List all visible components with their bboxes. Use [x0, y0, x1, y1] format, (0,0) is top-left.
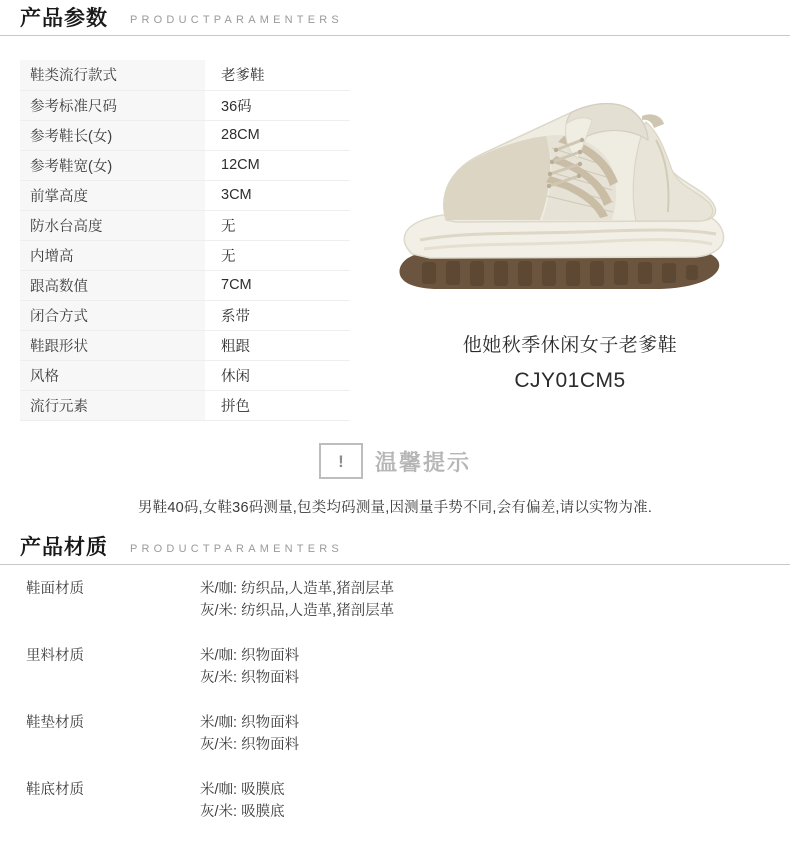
spec-table [20, 60, 350, 421]
spec-value: 36码 [205, 90, 350, 120]
product-image [360, 62, 780, 312]
spec-value: 老爹鞋 [205, 60, 350, 90]
tips-band [20, 440, 770, 525]
material-value: 灰/米: 纺织品,人造革,猪剖层革 [200, 603, 395, 620]
dad-sneaker-illustration [360, 62, 780, 312]
table-row [20, 210, 350, 240]
table-row [20, 60, 350, 90]
material-values [200, 779, 770, 824]
list-item [20, 645, 770, 690]
material-values [200, 712, 770, 757]
spec-value: 12CM [205, 150, 350, 180]
material-key: 里料材质 [26, 647, 84, 664]
section-header-parameters [0, 8, 790, 36]
section-title-material: 产品材质 [20, 536, 108, 559]
section-subtitle-parameters: PRODUCTPARAMENTERS [130, 13, 343, 26]
list-item [20, 779, 770, 824]
table-row [20, 90, 350, 120]
material-value: 米/咖: 织物面料 [200, 647, 300, 664]
product-showcase [360, 62, 780, 393]
spec-key: 流行元素 [20, 390, 205, 420]
spec-value: 3CM [205, 180, 350, 210]
spec-key: 内增高 [20, 240, 205, 270]
table-row [20, 270, 350, 300]
exclamation-icon: ! [319, 443, 363, 479]
section-subtitle-material: PRODUCTPARAMENTERS [130, 542, 343, 555]
tips-title: 温馨提示 [374, 449, 471, 475]
spec-key: 鞋跟形状 [20, 330, 205, 360]
material-key: 鞋垫材质 [26, 714, 84, 731]
table-row [20, 300, 350, 330]
table-row [20, 240, 350, 270]
spec-value: 7CM [205, 270, 350, 300]
table-row [20, 360, 350, 390]
spec-value: 粗跟 [205, 330, 350, 360]
material-key: 鞋面材质 [26, 581, 84, 597]
material-key: 鞋底材质 [26, 781, 84, 798]
spec-value: 休闲 [205, 360, 350, 390]
spec-key: 风格 [20, 360, 205, 390]
spec-value: 拼色 [205, 390, 350, 420]
material-value: 米/咖: 织物面料 [200, 714, 300, 731]
section-header-material [0, 537, 790, 565]
table-row [20, 180, 350, 210]
spec-value: 无 [205, 210, 350, 240]
list-item [20, 712, 770, 757]
product-title: 他她秋季休闲女子老爹鞋 [462, 335, 678, 356]
spec-value: 28CM [205, 120, 350, 150]
section-title-parameters: 产品参数 [20, 7, 108, 30]
list-item [20, 578, 770, 623]
spec-key: 参考标准尺码 [20, 90, 205, 120]
material-value: 米/咖: 纺织品,人造革,猪剖层革 [200, 581, 395, 597]
material-value: 灰/米: 织物面料 [200, 737, 300, 754]
material-value: 灰/米: 吸膜底 [200, 804, 285, 821]
material-values [200, 578, 770, 623]
table-row [20, 120, 350, 150]
tips-header [20, 440, 770, 482]
product-code: CJY01CM5 [514, 369, 626, 392]
table-row [20, 150, 350, 180]
material-value: 米/咖: 吸膜底 [200, 781, 285, 798]
spec-value: 无 [205, 240, 350, 270]
table-row [20, 390, 350, 420]
spec-table-body [20, 60, 350, 420]
material-list [20, 578, 770, 846]
table-row [20, 330, 350, 360]
material-value: 灰/米: 织物面料 [200, 670, 300, 687]
material-values [200, 645, 770, 690]
spec-key: 防水台高度 [20, 210, 205, 240]
spec-key: 参考鞋长(女) [20, 120, 205, 150]
spec-key: 闭合方式 [20, 300, 205, 330]
spec-key: 前掌高度 [20, 180, 205, 210]
spec-key: 鞋类流行款式 [20, 60, 205, 90]
spec-value: 系带 [205, 300, 350, 330]
tips-text: 男鞋40码,女鞋36码测量,包类均码测量,因测量手势不同,会有偏差,请以实物为准. [137, 500, 653, 516]
spec-key: 跟高数值 [20, 270, 205, 300]
spec-key: 参考鞋宽(女) [20, 150, 205, 180]
